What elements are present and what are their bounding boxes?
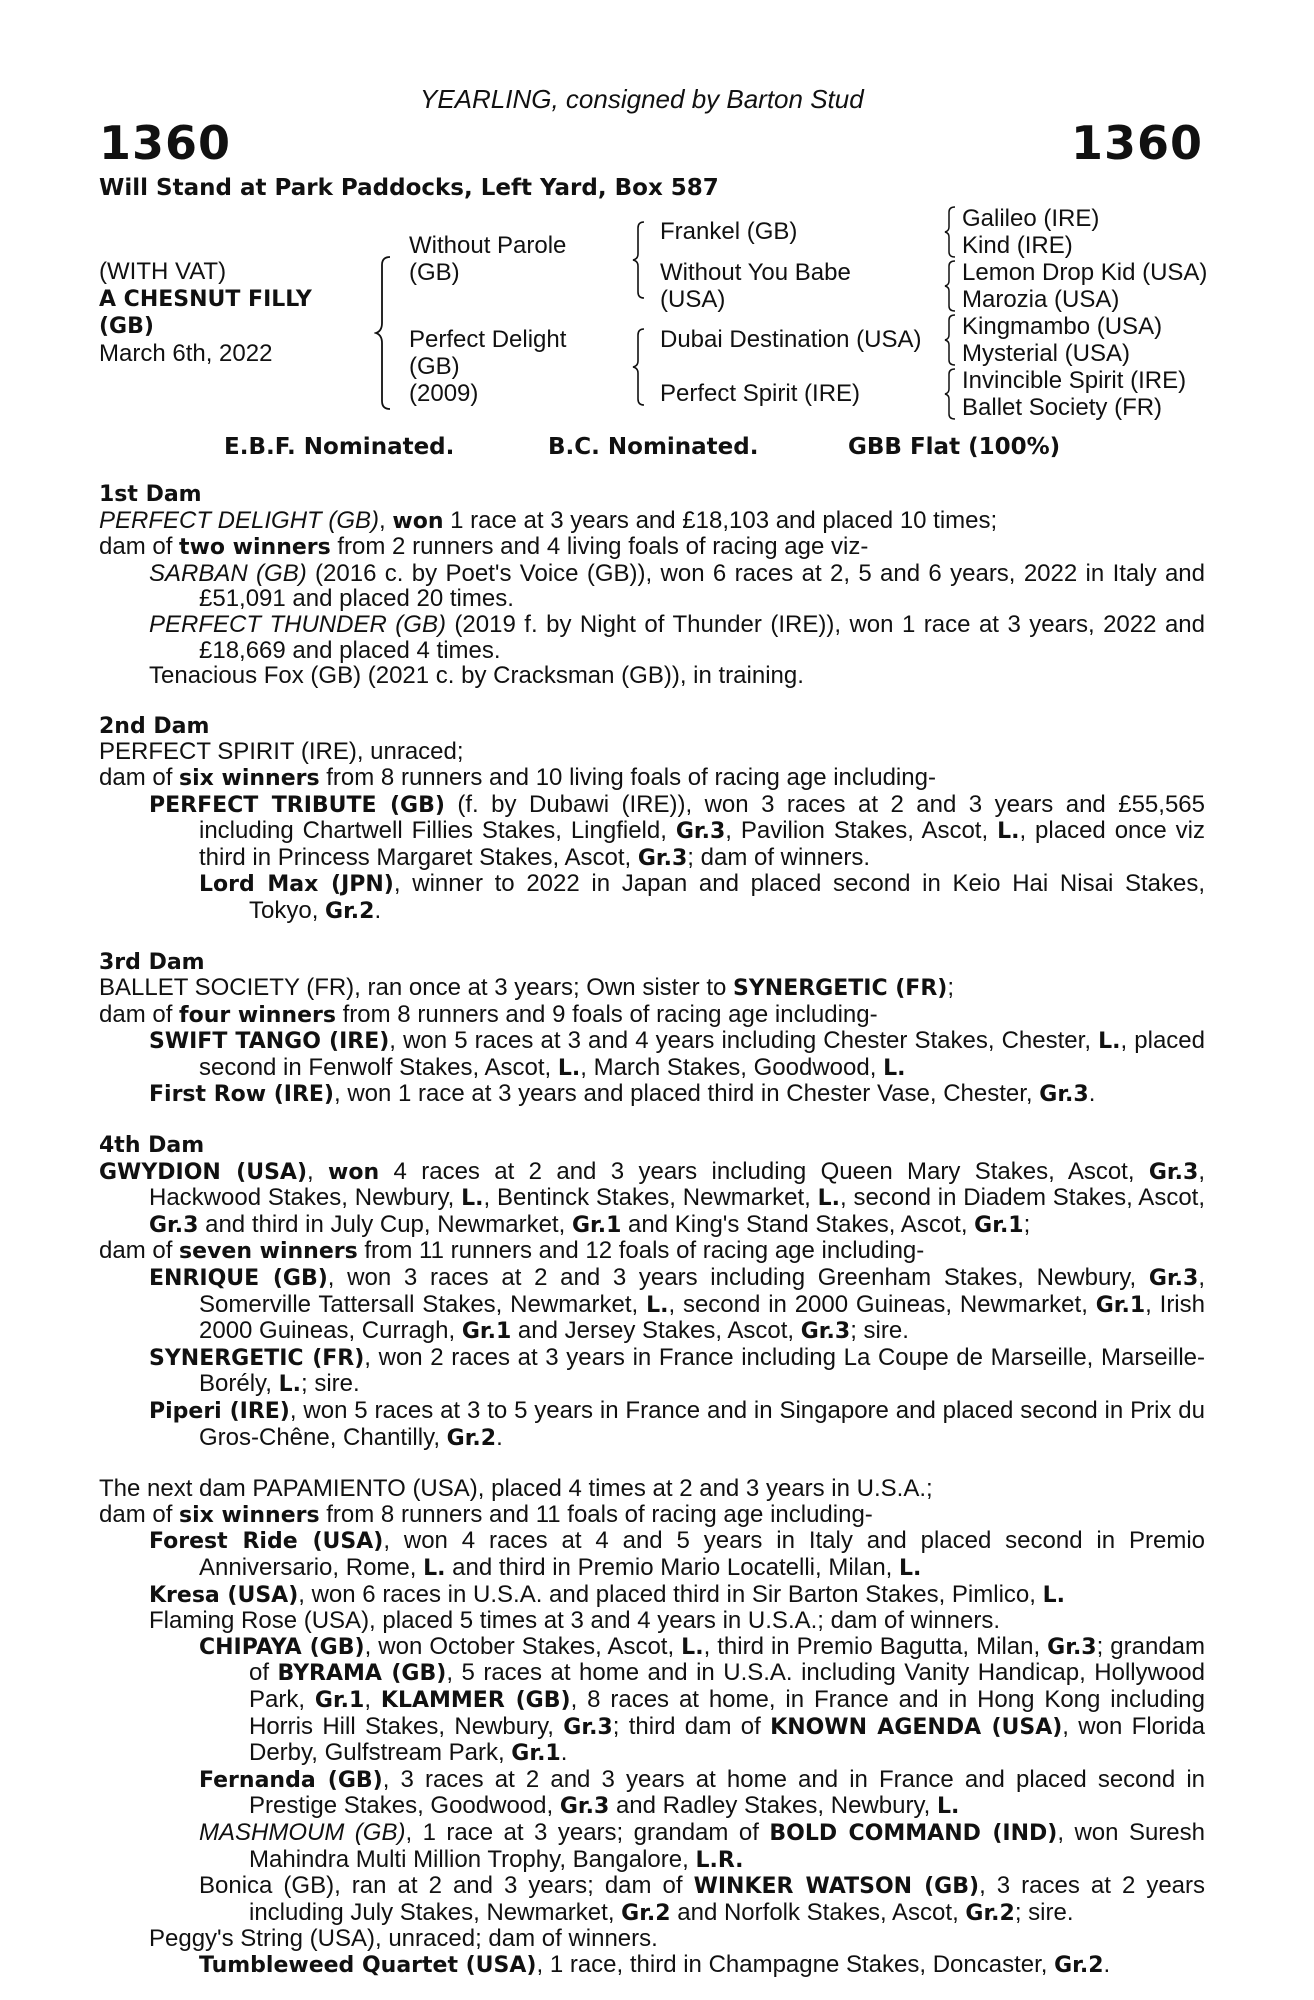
grade: Gr.3: [800, 1319, 851, 1345]
produce-entry: [99, 1028, 1205, 1081]
text: , March Stakes, Goodwood,: [580, 1053, 884, 1081]
text: , Somerville Tattersall Stakes, Newmarket,: [199, 1264, 1205, 1318]
grade: Gr.1: [1095, 1292, 1146, 1318]
text: ;: [1023, 1210, 1031, 1238]
grade: Gr.3: [675, 819, 726, 845]
produce-entry: [99, 1265, 1205, 1345]
grade: L.: [997, 819, 1020, 845]
horse-name: Lord Max (JPN): [199, 872, 394, 898]
brace-g3: [944, 313, 958, 367]
grade: Gr.1: [511, 1741, 561, 1767]
ggs-7: Invincible Spirit (IRE): [962, 367, 1187, 394]
horse-name: SARBAN (GB): [149, 559, 307, 587]
text: ; third dam of: [612, 1712, 771, 1740]
text: , placed once viz third in Princess Margaret Stakes, Ascot,: [199, 817, 1205, 871]
grade: Gr.2: [325, 898, 375, 924]
horse-name: BYRAMA (GB): [277, 1661, 447, 1687]
text: 1 race at 3 years and £18,103 and placed 10 times;: [443, 506, 998, 534]
grade: Gr.1: [571, 1212, 622, 1238]
text: , 8 races at home, in France and in Hong Kong including Horris Hill Stakes, Newbury,: [249, 1685, 1205, 1740]
text: , Pavilion Stakes, Ascot,: [725, 817, 998, 845]
dam-name: PERFECT DELIGHT (GB): [99, 506, 380, 534]
horse-name: PERFECT TRIBUTE (GB): [149, 792, 445, 818]
text: , 1 race, third in Champagne Stakes, Doncaster,: [536, 1950, 1055, 1978]
text: from 8 runners and 10 living foals of racing age including-: [319, 763, 936, 791]
grade: L.: [557, 1055, 581, 1081]
produce-entry: Flaming Rose (USA), placed 5 times at 3 and 4 years in U.S.A.; dam of winners.: [149, 1607, 1001, 1635]
grade: Gr.3: [563, 1714, 613, 1740]
dam-dam: Perfect Spirit (IRE): [660, 380, 861, 407]
horse-name: SYNERGETIC (FR): [733, 976, 948, 1002]
text: , Hackwood Stakes, Newbury,: [149, 1157, 1205, 1212]
winners-count: four winners: [179, 1002, 336, 1028]
vat-label: (WITH VAT): [99, 258, 227, 285]
ggs-5: Kingmambo (USA): [962, 313, 1163, 340]
horse-name: ENRIQUE (GB): [149, 1266, 328, 1292]
produce-entry: [99, 1345, 1205, 1398]
horse-name: GWYDION (USA): [99, 1159, 308, 1185]
grade: L.: [1042, 1582, 1065, 1608]
grade: L.: [681, 1634, 704, 1660]
produce-entry: [99, 792, 1205, 872]
grade: L.: [1098, 1029, 1121, 1055]
sire-origin: (GB): [409, 259, 460, 286]
text: , 1 race at 3 years; grandam of: [405, 1818, 770, 1846]
grade: Gr.3: [1148, 1159, 1199, 1185]
text: Bonica (GB), ran at 2 and 3 years; dam of: [199, 1872, 694, 1900]
text: from 8 runners and 9 foals of racing age including-: [335, 1000, 878, 1028]
grade: Gr.3: [149, 1212, 199, 1238]
third-dam-line: [99, 975, 1205, 1002]
winners-count: seven winners: [179, 1239, 358, 1265]
dam-name: Perfect Delight: [409, 326, 567, 353]
text: dam of: [99, 763, 180, 791]
brace-dam-parents: [632, 327, 648, 407]
horse-name: WINKER WATSON (GB): [693, 1874, 980, 1900]
text: .: [560, 1739, 568, 1767]
ggs-4: Marozia (USA): [962, 286, 1120, 313]
horse-name: PERFECT THUNDER (GB): [149, 610, 446, 638]
fourth-dam-line: [99, 1159, 1205, 1239]
produce-entry: [99, 1081, 1205, 1108]
grade: L.: [278, 1372, 301, 1398]
text: ; grandam of: [249, 1632, 1206, 1687]
sire-name: Without Parole: [409, 232, 567, 259]
brace-sire-parents: [632, 220, 648, 300]
first-dam-line: [99, 508, 1205, 535]
brace-sire-dam: [374, 255, 394, 411]
consignment-line: YEARLING, consigned by Barton Stud: [420, 84, 864, 114]
text: (f. by Dubawi (IRE)), won 3 races at 2 and 3 years and £55,565 including Chartwell Fillies Stakes, Lingfield,: [199, 790, 1205, 845]
text: .: [1088, 1080, 1096, 1108]
brace-g2: [944, 259, 958, 313]
text: , second in Diadem Stakes, Ascot,: [840, 1184, 1205, 1212]
horse-name: CHIPAYA (GB): [199, 1634, 365, 1660]
text: and Jersey Stakes, Ascot,: [511, 1317, 801, 1345]
grade: Gr.1: [974, 1212, 1024, 1238]
text: .: [1103, 1950, 1111, 1978]
text: .: [496, 1423, 503, 1451]
foaling-date: March 6th, 2022: [99, 340, 273, 367]
produce-entry: [99, 1820, 1205, 1873]
ggs-2: Kind (IRE): [962, 232, 1073, 259]
fourth-dam-produce-summary: [99, 1238, 1205, 1265]
horse-name: SWIFT TANGO (IRE): [149, 1029, 390, 1055]
text: ,: [307, 1157, 329, 1185]
brace-g1: [944, 205, 958, 259]
horse-name: SYNERGETIC (FR): [149, 1345, 365, 1371]
first-dam-heading: 1st Dam: [99, 482, 202, 507]
text: , won October Stakes, Ascot,: [364, 1632, 682, 1660]
ggs-6: Mysterial (USA): [962, 340, 1131, 367]
text: , won 5 races at 3 and 4 years including Chester Stakes, Chester,: [389, 1027, 1099, 1055]
text: , won Suresh Mahindra Multi Million Trophy, Bangalore,: [249, 1818, 1205, 1873]
sire-dam-name: Without You Babe: [660, 259, 851, 286]
first-dam-produce-summary: [99, 534, 1205, 561]
text: , third in Premio Bagutta, Milan,: [703, 1632, 1048, 1660]
grade: L.: [817, 1186, 841, 1212]
horse-name: KNOWN AGENDA (USA): [770, 1714, 1063, 1740]
winners-count: six winners: [179, 765, 320, 791]
text: , winner to 2022 in Japan and placed second in Keio Hai Nisai Stakes, Tokyo,: [249, 870, 1206, 924]
text: 4 races at 2 and 3 years including Queen Mary Stakes, Ascot,: [379, 1157, 1149, 1185]
text: ; sire.: [850, 1317, 909, 1345]
winners-count: six winners: [179, 1502, 320, 1528]
text: , placed second in Fenwolf Stakes, Ascot,: [199, 1027, 1205, 1081]
subject-origin: (GB): [99, 314, 154, 339]
dam-sire: Dubai Destination (USA): [660, 326, 922, 353]
text: and Norfolk Stakes, Ascot,: [670, 1898, 966, 1926]
text: (2016 c. by Poet's Voice (GB)), won 6 races at 2, 5 and 6 years, 2022 in Italy and £51,091 and placed 20 times.: [199, 559, 1205, 613]
lot-number-left: 1360: [99, 116, 232, 170]
stand-location: Will Stand at Park Paddocks, Left Yard, Box 587: [99, 175, 719, 201]
text: and third in July Cup, Newmarket,: [198, 1210, 572, 1238]
text: , won 3 races at 2 and 3 years including Greenham Stakes, Newbury,: [327, 1264, 1149, 1292]
text: , won 5 races at 3 to 5 years in France and in Singapore and placed second in Prix du Gros-Chêne, Chantilly,: [199, 1397, 1205, 1451]
text: , 3 races at 2 years including July Stakes, Newmarket,: [249, 1872, 1206, 1926]
grade: L.: [937, 1794, 960, 1820]
lot-number-right: 1360: [1070, 116, 1203, 170]
produce-entry: [99, 1634, 1205, 1767]
won-emphasis: won: [392, 508, 444, 534]
horse-name: Fernanda (GB): [199, 1767, 383, 1793]
text: , won Florida Derby, Gulfstream Park,: [249, 1712, 1206, 1767]
text: ,: [379, 506, 393, 534]
horse-name: Piperi (IRE): [149, 1399, 290, 1424]
grade: Gr.2: [621, 1900, 671, 1926]
sire-dam-origin: (USA): [660, 286, 726, 313]
produce-entry: [99, 612, 1205, 663]
text: from 2 runners and 4 living foals of racing age viz-: [330, 533, 869, 561]
produce-entry: [99, 871, 1205, 924]
text: and King's Stand Stakes, Ascot,: [621, 1210, 975, 1238]
ggs-1: Galileo (IRE): [962, 205, 1100, 232]
text: ; sire.: [300, 1370, 360, 1398]
produce-entry: [99, 1528, 1205, 1581]
text: ; sire.: [1014, 1898, 1074, 1926]
text: dam of: [99, 1500, 180, 1528]
text: , won 2 races at 3 years in France including La Coupe de Marseille, Marseille-Borély,: [199, 1343, 1205, 1398]
produce-record: [99, 482, 1205, 1978]
text: and third in Premio Mario Locatelli, Milan,: [445, 1553, 900, 1581]
produce-entry: [99, 1873, 1205, 1926]
won-emphasis: won: [328, 1159, 380, 1185]
text: , 5 races at home and in U.S.A. including Vanity Handicap, Hollywood Park,: [249, 1659, 1206, 1713]
text: ,: [364, 1685, 381, 1713]
text: , 3 races at 2 and 3 years at home and in France and placed second in Prestige Stakes, Goodwood,: [249, 1765, 1206, 1820]
horse-name: Tumbleweed Quartet (USA): [199, 1952, 537, 1978]
grade: Gr.3: [559, 1794, 610, 1820]
brace-g4: [944, 367, 958, 421]
grade: Gr.2: [446, 1425, 497, 1451]
grade: Gr.3: [1039, 1082, 1089, 1108]
grade: L.: [883, 1055, 906, 1081]
dam-year: (2009): [409, 380, 479, 407]
produce-entry: [99, 1398, 1205, 1451]
gbb-flat: GBB Flat (100%): [848, 434, 1061, 460]
horse-name: First Row (IRE): [149, 1082, 334, 1108]
ggs-3: Lemon Drop Kid (USA): [962, 259, 1208, 286]
horse-name: Forest Ride (USA): [149, 1529, 384, 1555]
grade: Gr.3: [1148, 1266, 1199, 1292]
grade: L.: [646, 1292, 669, 1318]
produce-entry: [99, 1582, 1205, 1609]
produce-entry: [99, 561, 1205, 612]
ggs-8: Ballet Society (FR): [962, 394, 1163, 421]
text: dam of: [99, 1000, 180, 1028]
horse-name: Kresa (USA): [149, 1582, 299, 1608]
subject-name: A CHESNUT FILLY: [99, 287, 312, 312]
grade: Gr.1: [461, 1319, 512, 1345]
text: BALLET SOCIETY (FR), ran once at 3 years; Own sister to: [99, 974, 734, 1002]
grade: L.: [899, 1555, 922, 1581]
text: .: [374, 896, 382, 924]
ebf-nomination: E.B.F. Nominated.: [224, 434, 455, 460]
text: , second in 2000 Guineas, Newmarket,: [668, 1290, 1096, 1318]
third-dam-heading: 3rd Dam: [99, 949, 205, 975]
horse-name: MASHMOUM (GB): [199, 1818, 406, 1846]
bc-nomination: B.C. Nominated.: [548, 434, 759, 460]
fourth-dam-heading: 4th Dam: [99, 1133, 205, 1159]
grade: Gr.3: [1047, 1634, 1097, 1660]
second-dam-heading: 2nd Dam: [99, 713, 210, 739]
text: from 8 runners and 11 foals of racing age including-: [319, 1500, 873, 1528]
text: ; dam of winners.: [687, 843, 871, 871]
next-dam-produce-summary: [99, 1502, 1205, 1529]
text: , won 1 race at 3 years and placed third in Chester Vase, Chester,: [334, 1080, 1040, 1108]
grade: Gr.1: [314, 1687, 365, 1713]
grade: L.: [461, 1186, 484, 1212]
text: ;: [947, 974, 955, 1002]
horse-name: KLAMMER (GB): [380, 1687, 571, 1713]
text: and Radley Stakes, Newbury,: [609, 1792, 937, 1820]
text: from 11 runners and 12 foals of racing age including-: [357, 1237, 925, 1265]
produce-entry: Peggy's String (USA), unraced; dam of winners.: [149, 1925, 658, 1953]
grade: Gr.2: [1054, 1952, 1104, 1978]
grade: L.R.: [695, 1847, 744, 1873]
second-dam-line: PERFECT SPIRIT (IRE), unraced;: [99, 738, 464, 766]
text: , Bentinck Stakes, Newmarket,: [483, 1184, 818, 1212]
text: dam of: [99, 1237, 180, 1265]
grade: L.: [423, 1555, 446, 1581]
grade: Gr.2: [965, 1900, 1015, 1926]
next-dam-line: The next dam PAPAMIENTO (USA), placed 4 times at 2 and 3 years in U.S.A.;: [99, 1475, 933, 1503]
grade: Gr.3: [637, 845, 688, 871]
dam-origin: (GB): [409, 353, 460, 380]
produce-entry: [99, 1767, 1205, 1820]
horse-name: BOLD COMMAND (IND): [769, 1820, 1058, 1846]
second-dam-produce-summary: [99, 765, 1205, 792]
produce-entry: [99, 1952, 1205, 1979]
text: , won 4 races at 4 and 5 years in Italy and placed second in Premio Anniversario, Rome,: [199, 1527, 1205, 1581]
text: , won 6 races in U.S.A. and placed third in Sir Barton Stakes, Pimlico,: [298, 1580, 1043, 1608]
text: dam of: [99, 533, 180, 561]
sire-sire: Frankel (GB): [660, 218, 798, 245]
text: , Irish 2000 Guineas, Curragh,: [199, 1290, 1205, 1345]
text: (2019 f. by Night of Thunder (IRE)), won 1 race at 3 years, 2022 and £18,669 and placed 4 times.: [199, 610, 1205, 664]
winners-count: two winners: [179, 535, 331, 561]
third-dam-produce-summary: [99, 1002, 1205, 1029]
produce-entry: Tenacious Fox (GB) (2021 c. by Cracksman (GB)), in training.: [149, 662, 804, 690]
